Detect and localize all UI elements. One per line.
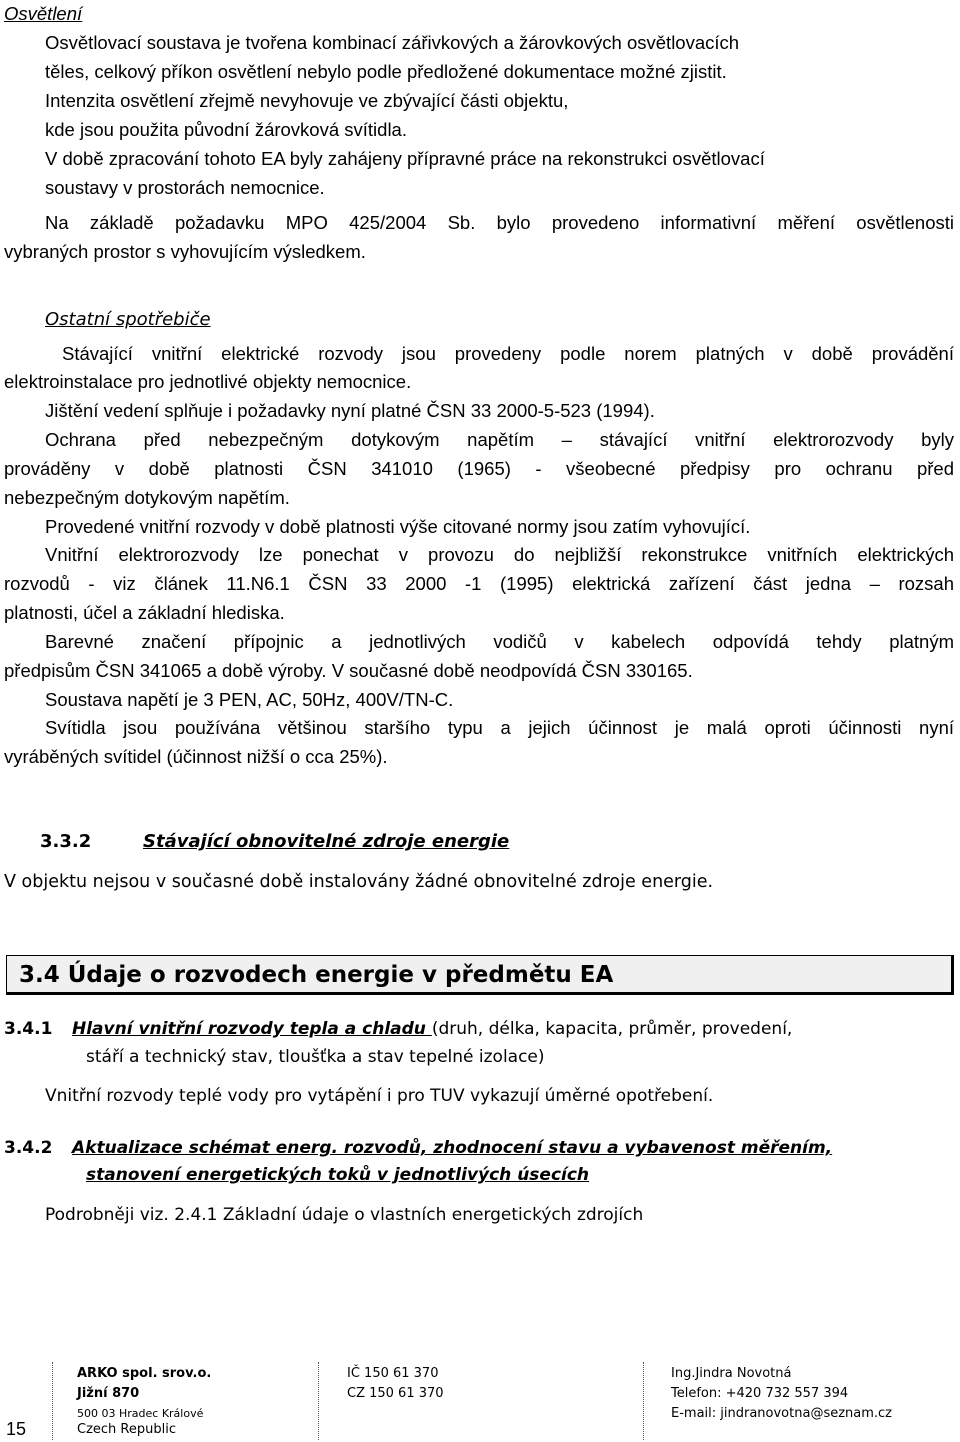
appliances-line: rozvodů - viz článek 11.N6.1 ČSN 33 2000 -1 (1995) elektrická zařízení část jedna – rozsah: [4, 573, 954, 594]
footer-divider: [52, 1362, 53, 1440]
section-34-heading: 3.4 Údaje o rozvodech energie v předmětu EA: [19, 962, 614, 988]
footer-ic: IČ 150 61 370: [347, 1366, 439, 1381]
section-341-rest: (druh, délka, kapacita, průměr, provedení,: [431, 1019, 793, 1039]
lighting-line: těles, celkový příkon osvětlení nebylo podle předložené dokumentace možné zjistit.: [45, 61, 727, 82]
lighting-line: vybraných prostor s vyhovujícím výsledkem.: [4, 241, 366, 262]
footer-country: Czech Republic: [77, 1422, 176, 1437]
appliances-line: Provedené vnitřní rozvody v době platnosti výše citované normy jsou zatím vyhovující.: [45, 516, 751, 537]
section-342-title-line2: stanovení energetických toků v jednotlivých úsecích: [86, 1165, 590, 1185]
section-332-number: 3.3.2: [40, 831, 92, 852]
section-342-number: 3.4.2: [4, 1138, 53, 1158]
footer-street: Jižní 870: [77, 1386, 140, 1401]
footer-divider: [318, 1362, 319, 1440]
appliances-line: Svítidla jsou používána většinou staršího typu a jejich účinnost je malá oproti účinnosti nyní: [45, 717, 954, 738]
appliances-line: Ochrana před nebezpečným dotykovým napětím – stávající vnitřní elektrorozvody byly: [45, 429, 954, 450]
section-332-text: V objektu nejsou v současné době instalovány žádné obnovitelné zdroje energie.: [4, 872, 714, 892]
footer-city: 500 03 Hradec Králové: [77, 1407, 204, 1420]
appliances-line: elektroinstalace pro jednotlivé objekty nemocnice.: [4, 371, 412, 392]
appliances-line: prováděny v době platnosti ČSN 341010 (1965) - všeobecné předpisy pro ochranu před: [4, 458, 954, 479]
section-341-text: Vnitřní rozvody teplé vody pro vytápění i pro TUV vykazují úměrné opotřebení.: [45, 1086, 714, 1106]
section-341-title: Hlavní vnitřní rozvody tepla a chladu: [72, 1019, 432, 1039]
lighting-heading: Osvětlení: [4, 3, 83, 24]
lighting-line: soustavy v prostorách nemocnice.: [45, 177, 325, 198]
appliances-line: platnosti, účel a základní hlediska.: [4, 602, 285, 623]
appliances-line: předpisům ČSN 341065 a době výroby. V současné době neodpovídá ČSN 330165.: [4, 660, 693, 681]
appliances-line: Soustava napětí je 3 PEN, AC, 50Hz, 400V/TN-C.: [45, 689, 454, 710]
section-34-heading-box: [6, 955, 954, 995]
lighting-line: kde jsou použita původní žárovková svítidla.: [45, 119, 407, 140]
lighting-line: Na základě požadavku MPO 425/2004 Sb. bylo provedeno informativní měření osvětlenosti: [45, 212, 954, 233]
footer-person: Ing.Jindra Novotná: [671, 1366, 792, 1381]
section-342-text: Podrobněji viz. 2.4.1 Základní údaje o vlastních energetických zdrojích: [45, 1205, 644, 1225]
appliances-line: Jištění vedení splňuje i požadavky nyní platné ČSN 33 2000-5-523 (1994).: [45, 400, 655, 421]
appliances-line: nebezpečným dotykovým napětím.: [4, 487, 290, 508]
lighting-line: Osvětlovací soustava je tvořena kombinací zářivkových a žárovkových osvětlovacích: [45, 32, 740, 53]
appliances-line: vyráběných svítidel (účinnost nižší o cca 25%).: [4, 746, 388, 767]
footer-cz: CZ 150 61 370: [347, 1386, 444, 1401]
section-342-title: Aktualizace schémat energ. rozvodů, zhodnocení stavu a vybavenost měřením,: [72, 1138, 833, 1158]
appliances-line: Stávající vnitřní elektrické rozvody jsou provedeny podle norem platných v době provádění: [62, 343, 954, 364]
appliances-heading: Ostatní spotřebiče: [45, 309, 211, 330]
appliances-line: Barevné značení přípojnic a jednotlivých vodičů v kabelech odpovídá tehdy platným: [45, 631, 954, 652]
section-341-heading: [72, 1015, 792, 1043]
section-341-rest-line: stáří a technický stav, tloušťka a stav tepelné izolace): [86, 1047, 545, 1067]
footer-divider: [643, 1362, 644, 1440]
appliances-line: Vnitřní elektrorozvody lze ponechat v provozu do nejbližší rekonstrukce vnitřních elektrických: [45, 544, 954, 565]
page-number: 15: [6, 1419, 27, 1439]
footer-phone: Telefon: +420 732 557 394: [671, 1386, 849, 1401]
section-332-title: Stávající obnovitelné zdroje energie: [143, 831, 510, 852]
footer-email: E-mail: jindranovotna@seznam.cz: [671, 1406, 893, 1421]
footer-company: ARKO spol. srov.o.: [77, 1366, 212, 1381]
section-341-number: 3.4.1: [4, 1019, 53, 1039]
lighting-line: Intenzita osvětlení zřejmě nevyhovuje ve zbývající části objektu,: [45, 90, 569, 111]
lighting-line: V době zpracování tohoto EA byly zahájeny přípravné práce na rekonstrukci osvětlovací: [45, 148, 765, 169]
